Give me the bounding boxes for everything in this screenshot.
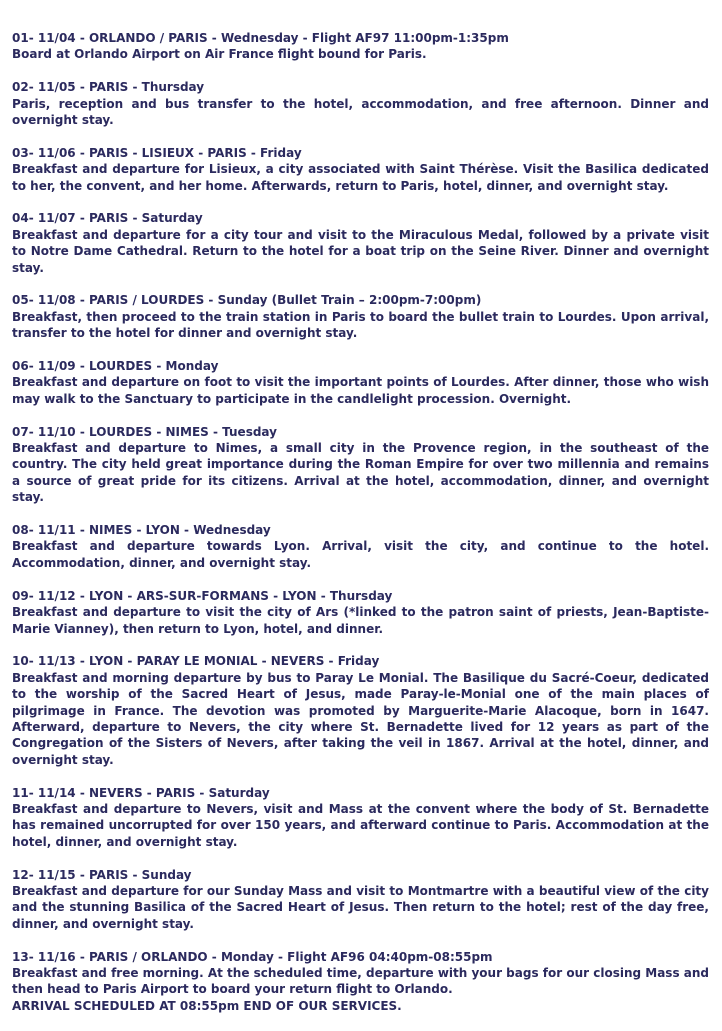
arrival-note: ARRIVAL SCHEDULED AT 08:55pm END OF OUR SERVICES. <box>12 998 402 1013</box>
day-heading: 02- 11/05 - PARIS - Thursday <box>12 80 205 95</box>
day-heading: 04- 11/07 - PARIS - Saturday <box>12 211 203 226</box>
itinerary-day-11 <box>12 785 709 851</box>
itinerary-document <box>12 30 709 1031</box>
day-heading: 07- 11/10 - LOURDES - NIMES - Tuesday <box>12 424 277 439</box>
day-description: Breakfast and departure for Lisieux, a city associated with Saint Thérèse. Visit the Basilica dedicated to her, the convent, and her home. Afterwards, return to Paris, hotel, dinner, and overnight stay. <box>12 162 709 193</box>
itinerary-day-02 <box>12 79 709 128</box>
day-heading: 06- 11/09 - LOURDES - Monday <box>12 359 219 374</box>
day-description: Breakfast and morning departure by bus to Paray Le Monial. The Basilique du Sacré-Coeur, dedicated to the worship of the Sacred Heart of Jesus, made Paray-le-Monial one of the main places of pilgrimage in France. The devotion was promoted by Marguerite-Marie Alacoque, born in 1647. Afterward, departure to Nevers, the city where St. Bernadette lived for 12 years as part of the Congregation of the Sisters of Nevers, after taking the veil in 1867. Arrival at the hotel, dinner, and overnight stay. <box>12 670 709 767</box>
day-heading: 09- 11/12 - LYON - ARS-SUR-FORMANS - LYON - Thursday <box>12 588 393 603</box>
itinerary-day-03 <box>12 145 709 194</box>
day-description: Breakfast and departure towards Lyon. Arrival, visit the city, and continue to the hotel. Accommodation, dinner, and overnight stay. <box>12 539 709 570</box>
itinerary-day-01 <box>12 30 709 63</box>
day-heading: 01- 11/04 - ORLANDO / PARIS - Wednesday - Flight AF97 11:00pm-1:35pm <box>12 31 509 45</box>
day-heading: 08- 11/11 - NIMES - LYON - Wednesday <box>12 523 271 538</box>
itinerary-day-06 <box>12 358 709 407</box>
itinerary-day-05 <box>12 292 709 341</box>
day-description: Breakfast and free morning. At the scheduled time, departure with your bags for our closing Mass and then head to Paris Airport to board your return flight to Orlando. <box>12 965 709 997</box>
day-description: Breakfast and departure for our Sunday Mass and visit to Montmartre with a beautiful view of the city and the stunning Basilica of the Sacred Heart of Jesus. Then return to the hotel; rest of the day free, dinner, and overnight stay. <box>12 883 709 931</box>
day-heading: 11- 11/14 - NEVERS - PARIS - Saturday <box>12 785 270 800</box>
day-description: Breakfast and departure to Nimes, a small city in the Provence region, in the southeast of the country. The city held great importance during the Roman Empire for over two millennia and remains a source of great pride for its citizens. Arrival at the hotel, accommodation, dinner, and overnight stay. <box>12 441 709 505</box>
day-description: Breakfast and departure to visit the city of Ars (*linked to the patron saint of priests, Jean-Baptiste-Marie Vianney), then return to Lyon, hotel, and dinner. <box>12 605 709 636</box>
day-description: Breakfast and departure for a city tour and visit to the Miraculous Medal, followed by a private visit to Notre Dame Cathedral. Return to the hotel for a boat trip on the Seine River. Dinner and overnight stay. <box>12 227 709 275</box>
day-heading: 13- 11/16 - PARIS / ORLANDO - Monday - Flight AF96 04:40pm-08:55pm <box>12 949 493 964</box>
itinerary-day-12 <box>12 867 709 933</box>
itinerary-day-07 <box>12 424 709 506</box>
day-heading: 05- 11/08 - PARIS / LOURDES - Sunday (Bullet Train – 2:00pm-7:00pm) <box>12 293 482 308</box>
itinerary-day-09 <box>12 588 709 637</box>
day-description: Breakfast, then proceed to the train station in Paris to board the bullet train to Lourdes. Upon arrival, transfer to the hotel for dinner and overnight stay. <box>12 309 709 341</box>
day-heading: 12- 11/15 - PARIS - Sunday <box>12 867 192 882</box>
day-heading: 10- 11/13 - LYON - PARAY LE MONIAL - NEVERS - Friday <box>12 654 380 669</box>
day-description: Breakfast and departure to Nevers, visit and Mass at the convent where the body of St. Bernadette has remained uncorrupted for over 150 years, and afterward continue to Paris. Accommodation at the hotel, dinner, and overnight stay. <box>12 801 709 849</box>
itinerary-day-10 <box>12 653 709 768</box>
itinerary-day-08 <box>12 522 709 571</box>
day-heading: 03- 11/06 - PARIS - LISIEUX - PARIS - Friday <box>12 145 302 160</box>
itinerary-day-13 <box>12 949 709 1015</box>
itinerary-day-04 <box>12 210 709 276</box>
day-description: Paris, reception and bus transfer to the hotel, accommodation, and free afternoon. Dinner and overnight stay. <box>12 96 709 128</box>
day-description: Breakfast and departure on foot to visit the important points of Lourdes. After dinner, those who wish may walk to the Sanctuary to participate in the candlelight procession. Overnight. <box>12 375 709 406</box>
day-description: Board at Orlando Airport on Air France flight bound for Paris. <box>12 47 427 62</box>
